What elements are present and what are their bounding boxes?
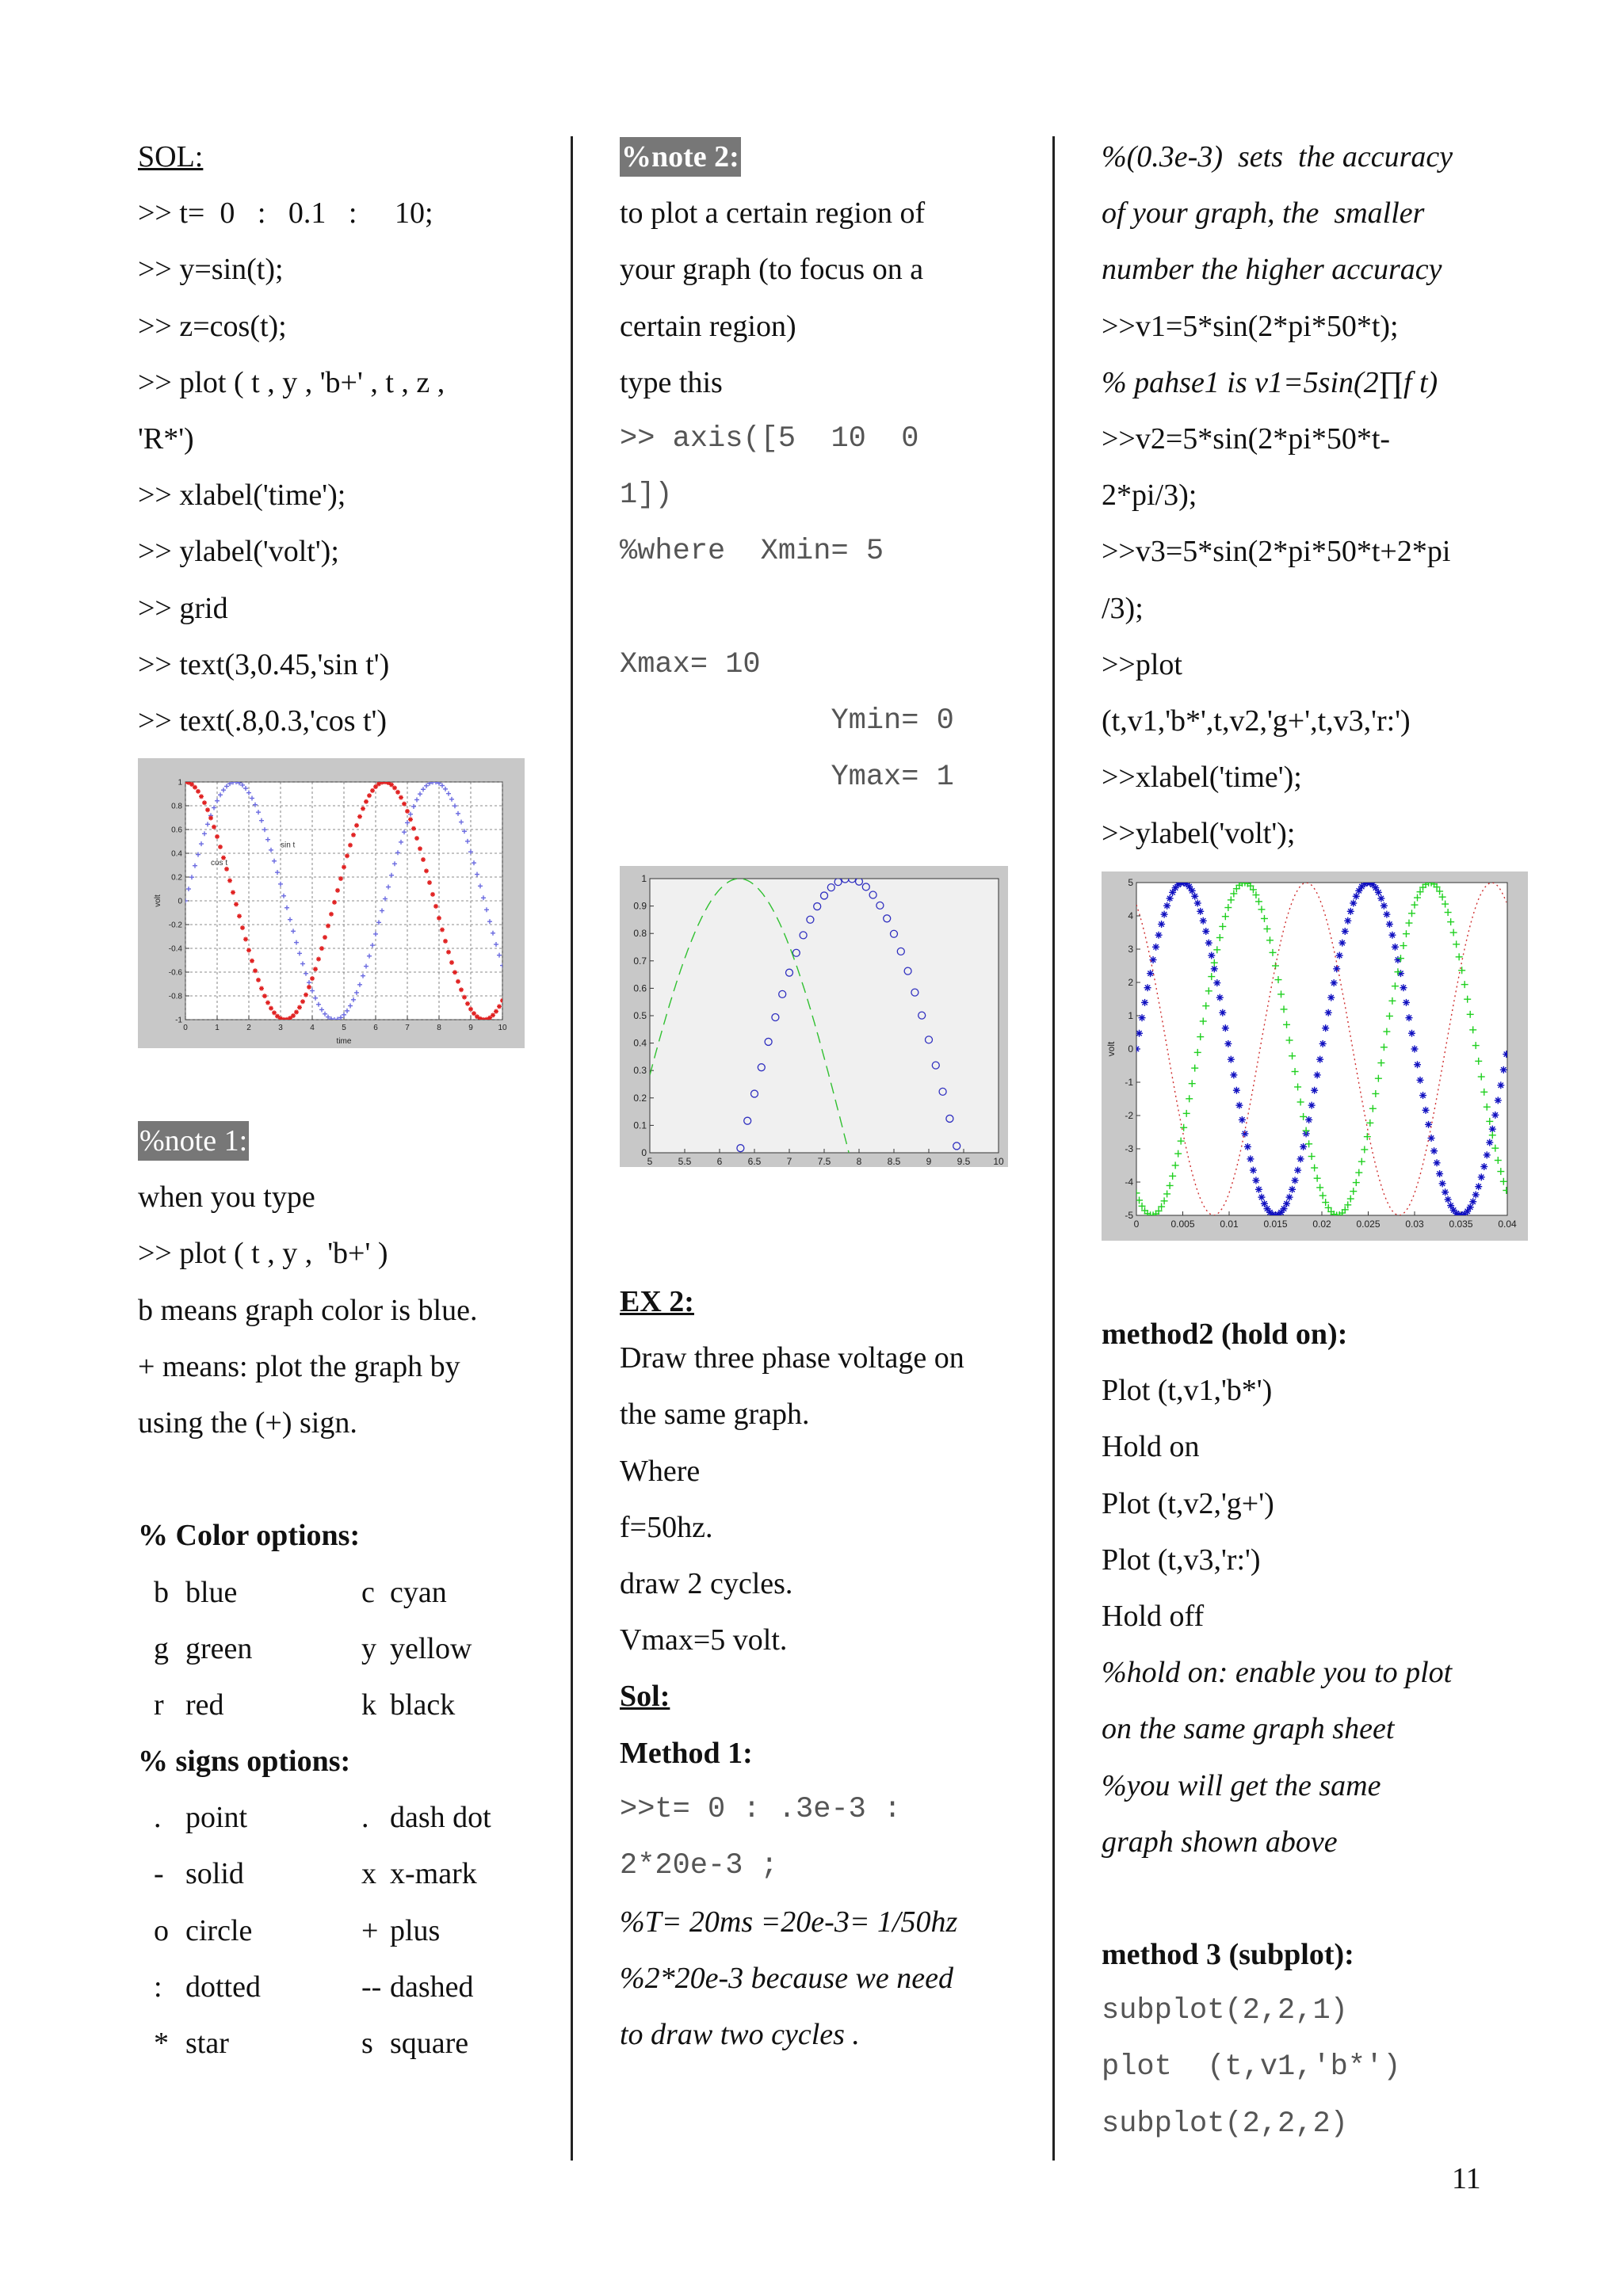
color-code: k: [361, 1688, 376, 1722]
y-tick-label: 2: [1128, 977, 1133, 988]
ex2-line: draw 2 cycles.: [620, 1566, 793, 1600]
color-options-table: [138, 1569, 534, 1738]
code-line: >> grid: [138, 591, 228, 625]
method2-comment: %hold on: enable you to plot: [1102, 1656, 1453, 1690]
x-tick-label: 4: [310, 1024, 315, 1032]
axis-code-line: 1]): [620, 479, 673, 513]
col3-line: >>v1=5*sin(2*pi*50*t);: [1102, 309, 1399, 343]
y-tick-label: 0.6: [633, 982, 647, 994]
code-line: >> plot ( t , y , 'b+' , t , z ,: [138, 365, 445, 399]
y-tick-label: -2: [1125, 1110, 1133, 1121]
color-code: c: [361, 1575, 375, 1609]
sign-label: dashed: [390, 1970, 474, 2004]
method2-comment: %you will get the same: [1102, 1768, 1381, 1802]
axis-code-line: [620, 585, 1016, 641]
x-tick-label: 0: [1133, 1219, 1140, 1230]
col3-line: number the higher accuracy: [1102, 253, 1442, 287]
x-tick-label: 5: [342, 1024, 346, 1032]
sign-label: dash dot: [390, 1801, 491, 1835]
y-tick-label: -1: [175, 1016, 182, 1025]
color-label: yellow: [390, 1631, 472, 1665]
x-tick-label: 5.5: [678, 1156, 692, 1167]
method1-comment: %2*20e-3 because we need: [620, 1962, 954, 1996]
col3-line: 2*pi/3);: [1102, 479, 1197, 513]
column-3: [1102, 133, 1577, 866]
color-row: [138, 1681, 534, 1737]
y-axis-label: volt: [1106, 1041, 1117, 1057]
col3-line: % pahse1 is v1=5sin(2∏f t): [1102, 365, 1438, 399]
chart-axis-zoom: [620, 866, 1008, 1167]
x-tick-label: 0.025: [1356, 1219, 1381, 1230]
ex2-line: Where: [620, 1454, 701, 1488]
axis-code-line: Xmax= 10: [620, 647, 761, 681]
col3-line: >>v3=5*sin(2*pi*50*t+2*pi: [1102, 535, 1451, 569]
code-line: >> text(3,0.45,'sin t'): [138, 647, 390, 681]
column-1: [138, 133, 534, 753]
signs-options-table: [138, 1794, 534, 2076]
x-tick-label: 7.5: [817, 1156, 831, 1167]
y-tick-label: 0: [1128, 1043, 1133, 1055]
x-tick-label: 0.015: [1263, 1219, 1288, 1230]
sign-label: star: [185, 2027, 229, 2060]
ex2-heading: EX 2:: [620, 1285, 694, 1318]
axis-code-line: %where Xmin= 5: [620, 535, 884, 569]
col3-line: (t,v1,'b*',t,v2,'g+',t,v3,'r:'): [1102, 704, 1411, 738]
chart-annotation: sin t: [281, 841, 296, 850]
column-3-lower: [1102, 1310, 1577, 2157]
chart-annotation: cos t: [211, 859, 228, 868]
figure-axis-zoom: [620, 866, 1008, 1167]
x-tick-label: 6.5: [747, 1156, 762, 1167]
y-tick-label: -1: [1125, 1077, 1133, 1088]
sign-code: .: [154, 1801, 162, 1835]
x-tick-label: 5: [647, 1156, 653, 1167]
code-line: >> z=cos(t);: [138, 309, 287, 343]
sign-row: [138, 1963, 534, 2019]
y-tick-label: 0.1: [633, 1119, 647, 1131]
plot-area: [650, 879, 999, 1153]
method3-code: subplot(2,2,2): [1102, 2107, 1348, 2141]
ex2-line: Vmax=5 volt.: [620, 1623, 788, 1657]
ex2-line: the same graph.: [620, 1398, 810, 1432]
y-tick-label: 0.3: [633, 1065, 647, 1077]
color-label: cyan: [390, 1575, 447, 1609]
y-tick-label: 3: [1128, 944, 1133, 955]
note1-line: using the (+) sign.: [138, 1405, 357, 1440]
method2-line: Hold off: [1102, 1599, 1205, 1633]
y-tick-label: -3: [1125, 1143, 1133, 1154]
note2-line: type this: [620, 365, 723, 399]
color-row: [138, 1625, 534, 1681]
sign-label: square: [390, 2027, 469, 2060]
col3-line: of your graph, the smaller: [1102, 196, 1425, 231]
method2-comment: on the same graph sheet: [1102, 1712, 1395, 1746]
color-code: r: [154, 1688, 164, 1722]
color-options-heading: % Color options:: [138, 1519, 361, 1553]
note1-line: >> plot ( t , y , 'b+' ): [138, 1237, 388, 1271]
column-2-lower: [620, 1278, 1016, 2068]
sign-code: .: [361, 1801, 369, 1835]
ex2-line: f=50hz.: [620, 1510, 713, 1544]
y-tick-label: 5: [1128, 877, 1133, 888]
x-tick-label: 9.5: [957, 1156, 971, 1167]
y-tick-label: 0.6: [171, 826, 182, 835]
code-block-1: [138, 189, 534, 753]
method2-comment: graph shown above: [1102, 1825, 1338, 1859]
y-tick-label: 1: [1128, 1010, 1133, 1021]
y-tick-label: 1: [178, 778, 182, 788]
note1-heading: %note 1:: [138, 1121, 249, 1161]
x-tick-label: 8: [856, 1156, 862, 1167]
method1-comment: to draw two cycles .: [620, 2018, 860, 2052]
x-tick-label: 0.01: [1220, 1219, 1239, 1230]
sign-label: plus: [390, 1913, 441, 1947]
column-divider: [571, 136, 573, 2161]
y-tick-label: 0.4: [633, 1037, 647, 1049]
sign-code: o: [154, 1913, 169, 1947]
axis-code-line: Ymax= 1: [620, 761, 954, 795]
x-tick-label: 9: [926, 1156, 932, 1167]
code-line: >> ylabel('volt');: [138, 535, 339, 569]
y-tick-label: 0.5: [633, 1010, 647, 1021]
note2-heading: %note 2:: [620, 137, 741, 177]
sign-code: s: [361, 2027, 373, 2060]
y-tick-label: -0.6: [168, 968, 182, 978]
x-tick-label: 6: [373, 1024, 378, 1032]
method1-heading: Method 1:: [620, 1736, 753, 1770]
y-tick-label: 0.9: [633, 900, 647, 912]
sign-code: +: [361, 1913, 379, 1947]
column-2: [620, 133, 1016, 810]
y-tick-label: 0.8: [633, 928, 647, 940]
figure-three-phase: [1102, 871, 1528, 1241]
y-tick-label: 4: [1128, 910, 1133, 921]
sign-code: :: [154, 1970, 162, 2004]
sign-label: circle: [185, 1913, 253, 1947]
code-line: >> xlabel('time');: [138, 479, 346, 513]
note2-line: certain region): [620, 309, 796, 343]
x-tick-label: 3: [278, 1024, 283, 1032]
sign-label: dotted: [185, 1970, 261, 2004]
code-line: >> text(.8,0.3,'cos t'): [138, 704, 388, 738]
x-tick-label: 8: [437, 1024, 441, 1032]
col3-line: /3);: [1102, 591, 1144, 625]
code-line: >> t= 0 : 0.1 : 10;: [138, 196, 433, 231]
sign-label: point: [185, 1801, 248, 1835]
y-tick-label: -4: [1125, 1177, 1133, 1188]
chart-three-phase: [1102, 871, 1528, 1241]
code-line: >> y=sin(t);: [138, 253, 284, 287]
y-tick-label: -0.4: [168, 944, 182, 954]
x-tick-label: 9: [468, 1024, 473, 1032]
sign-row: [138, 1850, 534, 1906]
column-divider: [1052, 136, 1055, 2161]
method2-line: Hold on: [1102, 1430, 1200, 1464]
x-tick-label: 8.5: [887, 1156, 901, 1167]
method2-line: Plot (t,v3,'r:'): [1102, 1543, 1261, 1577]
col3-line: >>plot: [1102, 647, 1182, 681]
y-tick-label: 0.2: [633, 1092, 647, 1104]
y-tick-label: -0.8: [168, 992, 182, 1001]
method3-code: subplot(2,2,1): [1102, 1994, 1348, 2028]
method2-line: Plot (t,v2,'g+'): [1102, 1486, 1274, 1520]
x-axis-label: time: [336, 1037, 352, 1046]
method1-code: >>t= 0 : .3e-3 :: [620, 1792, 902, 1826]
page-number: 11: [1452, 2162, 1481, 2195]
method3-code: plot (t,v1,'b*'): [1102, 2050, 1401, 2084]
x-tick-label: 0.04: [1498, 1219, 1517, 1230]
ex2-line: Draw three phase voltage on: [620, 1341, 964, 1375]
y-tick-label: -5: [1125, 1210, 1133, 1221]
col3-line: >>xlabel('time');: [1102, 761, 1302, 795]
y-tick-label: 0.7: [633, 955, 647, 967]
sign-label: x-mark: [390, 1857, 477, 1891]
x-tick-label: 1: [215, 1024, 220, 1032]
col3-line: >>ylabel('volt');: [1102, 817, 1296, 851]
note1-line: b means graph color is blue.: [138, 1293, 478, 1327]
color-label: blue: [185, 1575, 238, 1609]
sign-row: [138, 2019, 534, 2076]
color-code: y: [361, 1631, 376, 1665]
code-line: 'R*'): [138, 421, 194, 456]
note1-line: + means: plot the graph by: [138, 1349, 460, 1383]
color-label: green: [185, 1631, 253, 1665]
sign-row: [138, 1907, 534, 1963]
x-tick-label: 7: [786, 1156, 792, 1167]
color-code: g: [154, 1631, 169, 1665]
sign-label: solid: [185, 1857, 244, 1891]
color-row: [138, 1569, 534, 1625]
axis-code-line: Ymin= 0: [620, 704, 954, 738]
y-tick-label: 0: [641, 1147, 647, 1158]
sign-code: *: [154, 2027, 169, 2060]
sign-code: --: [361, 1970, 382, 2004]
color-code: b: [154, 1575, 169, 1609]
x-tick-label: 0.03: [1405, 1219, 1424, 1230]
x-tick-label: 7: [405, 1024, 410, 1032]
x-tick-label: 6: [716, 1156, 723, 1167]
sol-heading-2: Sol:: [620, 1680, 670, 1714]
y-tick-label: 0: [178, 897, 182, 906]
note1-line: when you type: [138, 1180, 315, 1215]
method3-heading: method 3 (subplot):: [1102, 1938, 1354, 1972]
y-tick-label: -0.2: [168, 921, 182, 930]
x-tick-label: 0: [183, 1024, 188, 1032]
y-tick-label: 0.8: [171, 802, 182, 811]
col3-line: >>v2=5*sin(2*pi*50*t-: [1102, 421, 1391, 456]
sign-code: -: [154, 1857, 164, 1891]
col3-line: %(0.3e-3) sets the accuracy: [1102, 140, 1453, 174]
x-tick-label: 0.02: [1312, 1219, 1331, 1230]
x-tick-label: 10: [498, 1024, 507, 1032]
method1-comment: %T= 20ms =20e-3= 1/50hz: [620, 1905, 958, 1939]
y-axis-label: volt: [154, 894, 162, 907]
figure-sin-cos: [138, 758, 525, 1048]
method2-line: Plot (t,v1,'b*'): [1102, 1374, 1273, 1408]
sol-heading: SOL:: [138, 140, 204, 174]
sign-row: [138, 1794, 534, 1850]
sign-code: x: [361, 1857, 376, 1891]
x-tick-label: 0.035: [1449, 1219, 1473, 1230]
y-tick-label: 0.4: [171, 849, 182, 859]
y-tick-label: 1: [641, 873, 647, 884]
signs-options-heading: % signs options:: [138, 1745, 351, 1779]
method2-heading: method2 (hold on):: [1102, 1318, 1348, 1351]
y-tick-label: 0.2: [171, 873, 182, 883]
x-tick-label: 10: [993, 1156, 1004, 1167]
color-label: red: [185, 1688, 224, 1722]
axis-code-line: >> axis([5 10 0: [620, 421, 919, 456]
note2-line: to plot a certain region of: [620, 196, 926, 231]
x-tick-label: 2: [246, 1024, 251, 1032]
column-1-lower: [138, 1117, 534, 2076]
x-tick-label: 0.005: [1170, 1219, 1195, 1230]
color-label: black: [390, 1688, 456, 1722]
chart-sin-cos: [138, 758, 525, 1048]
note2-line: your graph (to focus on a: [620, 253, 924, 287]
method1-code: 2*20e-3 ;: [620, 1848, 778, 1882]
